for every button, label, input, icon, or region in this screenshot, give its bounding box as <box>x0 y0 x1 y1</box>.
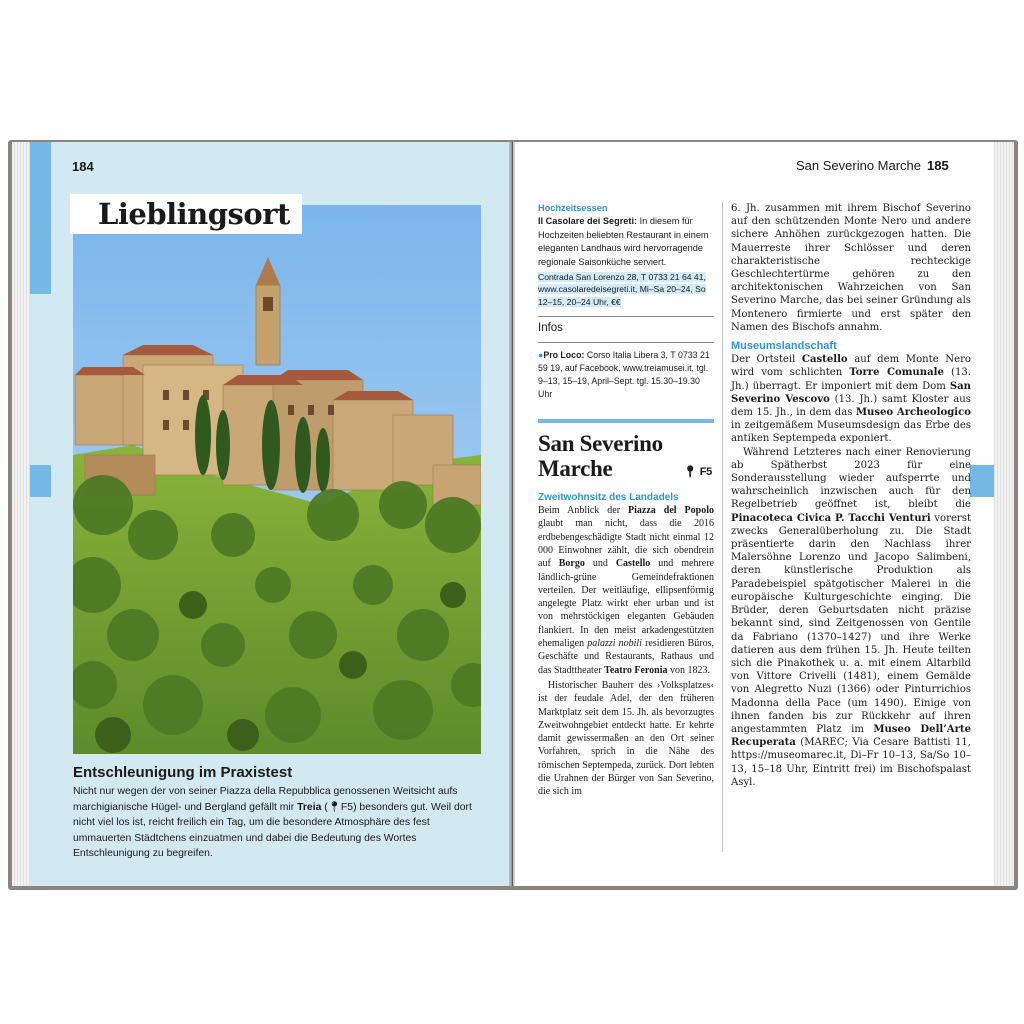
text-run: und mehrere ländlich-grüne Gemeindefraktionen verteilen. Der weitläufige, ellipsenförmig angelegte Platz wirkt eher urban und ist von mehrstöckigen eleganten Gebäuden flankiert. In den meist arkadengestützten ehemaligen <box>538 558 714 650</box>
subheading-museumslandschaft: Museumslandschaft <box>731 340 837 353</box>
restaurant-entry <box>538 215 714 269</box>
text-run: (13. Jh.) überragt. Er imponiert mit dem Dom <box>731 367 971 392</box>
proloco-name: Pro Loco: <box>543 349 585 360</box>
proloco-details: Corso Italia Libera 3, T 0733 21 59 19, auf Facebook, www.treiamusei.it, tgl. 9–13, 15–19, April–Sept. tgl. 15.30–19.30 Uhr <box>538 349 710 399</box>
thumb-tab-mid <box>30 465 51 497</box>
caption-text: Nicht nur wegen der von seiner Piazza della Repubblica genossenen Weitsicht aufs marchigianische Hügel- und Bergland gefällt mir Treia (📍︎F5) besonders gut. Weil dort nicht viel los ist, reicht freilich ein Tag, um die besondere Atmosphäre des fest ummauerten Städtchens einzuatmen und dabei die Bedeutung des Wortes Entschleunigung zu begreifen. <box>73 786 472 859</box>
place-name: Teatro Feronia <box>604 664 668 676</box>
place-name: Museo Dell’Arte Recuperata <box>731 723 971 749</box>
left-page <box>30 142 512 886</box>
column-left <box>538 202 714 799</box>
text-run: glaubt man nicht, dass die 2016 erdbebengeschädigte Stadt nicht einmal 12 000 Einwohner zählt, die sich obendrein auf <box>538 518 714 570</box>
book-spine-shadow <box>509 142 515 886</box>
place-name: Castello <box>801 354 848 366</box>
paragraph-pinacoteca <box>731 446 971 789</box>
map-pin-icon: 📍︎ <box>327 801 341 813</box>
section-title-line-2: Marche <box>538 455 613 481</box>
map-reference: F5 <box>699 465 712 478</box>
divider <box>538 342 714 343</box>
text-run: (13. Jh.) samt Kloster aus dem 15. Jh., in dem das <box>731 393 971 419</box>
right-page <box>513 142 994 886</box>
page-number: 184 <box>72 159 94 174</box>
town-name: Treia <box>297 801 322 813</box>
place-name: Museo Archeologico <box>855 407 971 419</box>
caption-text-part: Nicht nur wegen der von seiner Piazza della Repubblica genossenen Weitsicht aufs marchigianische Hügel- und Bergland gefällt mir <box>73 786 458 813</box>
text-run: vorerst zwecks Generalüberholung zu. Die Stadt präsentierte darin den Nachlass ihrer Malersöhne Lorenzo und Jacopo Salimbeni, deren künstlerische Produktion als Paradebeispiel spätgotischer Malerei in die europäische Kulturgeschichte einging. Die Brüder, deren Geburtsdaten nicht präzise bekannt sind, sind Zeitgenossen von Gentile da Fabriano (1370–1427) und ihre Werke datieren aus dem frühen 15. Jh. Heute teilten sich die Pinakothek u. a. mit einem Altarbild von Vittore Crivelli (1481), einem Gemälde von Alegretto Nuzi (1366) oder Pinturrichios Madonna della Pace (um 1490). Einige von ihnen fanden bis zur Rückkehr auf ihren angestammten Platz im <box>731 512 971 735</box>
place-name: Torre Comunale <box>849 367 944 379</box>
thumb-tab-right <box>970 465 994 497</box>
section-rule <box>538 419 714 423</box>
column-right <box>731 202 971 789</box>
text-run: Beim Anblick der <box>538 505 629 517</box>
treia-hilltop-photo <box>73 205 481 754</box>
place-name: Piazza del Popolo <box>628 505 714 517</box>
divider <box>538 316 714 317</box>
proloco-entry <box>538 349 714 401</box>
text-run: auf dem Monte Nero wird vom schlichten <box>731 354 971 379</box>
text-run: in zeitgemäßem Museumsdesign das Erbe des antiken Septempeda exponiert. <box>731 420 971 445</box>
thumb-tab-top <box>30 142 51 294</box>
subheading-hochzeitsessen: Hochzeitsessen <box>538 203 608 213</box>
text-run: und <box>584 558 616 570</box>
page-edges-left <box>12 142 30 886</box>
section-title-line-1: San Severino <box>538 430 663 456</box>
subheading-zweitwohnsitz: Zweitwohnsitz des Landadels <box>538 491 679 503</box>
text-run: residieren Büros, Geschäfte und Restaurants, Rathaus und das Stadttheater <box>538 638 714 676</box>
restaurant-description: In diesem für Hochzeiten beliebten Restaurant in einem eleganten Landhaus wird hervorragende regionale Saisonküche serviert. <box>538 216 709 267</box>
place-name: Castello <box>615 558 651 570</box>
map-reference: F5 <box>340 801 354 813</box>
restaurant-details-text: Contrada San Lorenzo 28, T 0733 21 64 41, www.casolaredeisegreti.it, Mi–Sa 20–24, So 12–15, 20–24 Uhr, €€ <box>538 272 706 307</box>
infos-heading: Infos <box>538 322 563 335</box>
map-pin-icon: 📍︎ <box>683 465 697 478</box>
page-edges-right <box>994 142 1014 886</box>
restaurant-name: Il Casolare dei Segreti: <box>538 216 638 227</box>
map-reference-badge <box>683 460 712 485</box>
column-divider <box>722 202 723 852</box>
paragraph-piazza <box>538 504 714 677</box>
paragraph-castello <box>731 353 971 445</box>
text-run: Der Ortsteil <box>731 354 802 366</box>
paragraph-bischof: 6. Jh. zusammen mit ihrem Bischof Severino auf den schützenden Monte Nero und andere sichere Anhöhen zurückgezogen hatten. Die Mauerreste ihrer Schlösser und deren charakteristische rechteckige Geschlechtertürme gehören zu den architektonischen Wahrzeichen von San Severino Marche, das bei seiner Gründung als Montenero firmierte und erst später den Namen des Bischofs annahm. <box>731 203 971 333</box>
place-name: Borgo <box>558 558 585 570</box>
treia-illustration <box>73 205 481 754</box>
running-head: San Severino Marche <box>796 158 922 173</box>
paragraph-bauherr: Historischer Bauherr des ›Volksplatzes‹ ist der feudale Adel, der den früheren Marktplatz seit dem 15. Jh. als bevorzugtes Zweitwohngebiet entdeckt hatte. Er kehrte damit gewissermaßen an den Ort seiner Vorfahren, sprich in die Nähe des römischen Septempeda, zurück. Dort lebten die Urahnen der Bürger von San Severino, die sich im <box>538 679 714 798</box>
page-number: 185 <box>927 158 949 173</box>
bullet-icon: ● <box>538 349 544 360</box>
italic-term: palazzi nobili <box>587 638 642 650</box>
text-run: (MAREC; Via Cesare Battisti 11, https://museomarec.it, Di–Fr 10–13, Sa/So 10–13, 15–18 Uhr, Eintritt frei) im Bischofspalast Asyl. <box>731 737 971 788</box>
place-name: San Severino Vescovo <box>731 380 971 405</box>
section-title <box>538 431 714 481</box>
section-title-row <box>538 456 714 481</box>
text-run: Während Letzteres nach einer Renovierung ab Spätherbst 2023 für eine Sonderausstellung wieder aufsperrte und wahrscheinlich inzwischen auch für den Regelbetrieb geöffnet ist, bleibt die <box>731 446 971 511</box>
caption-title: Entschleunigung im Praxistest <box>73 764 293 781</box>
restaurant-details <box>538 271 714 308</box>
page-heading: Lieblingsort <box>70 194 302 234</box>
caption-text-part: besonders gut. Weil dort nicht viel los ist, reicht freilich ein Tag, um die besondere Atmosphäre des fest ummauerten Städtchens einzuatmen und dabei die Bedeutung des Wortes Entschleunigung zu begreifen. <box>73 801 472 859</box>
text-run: von 1823. <box>667 664 711 676</box>
place-name: Pinacoteca Civica P. Tacchi Venturi <box>731 512 931 524</box>
